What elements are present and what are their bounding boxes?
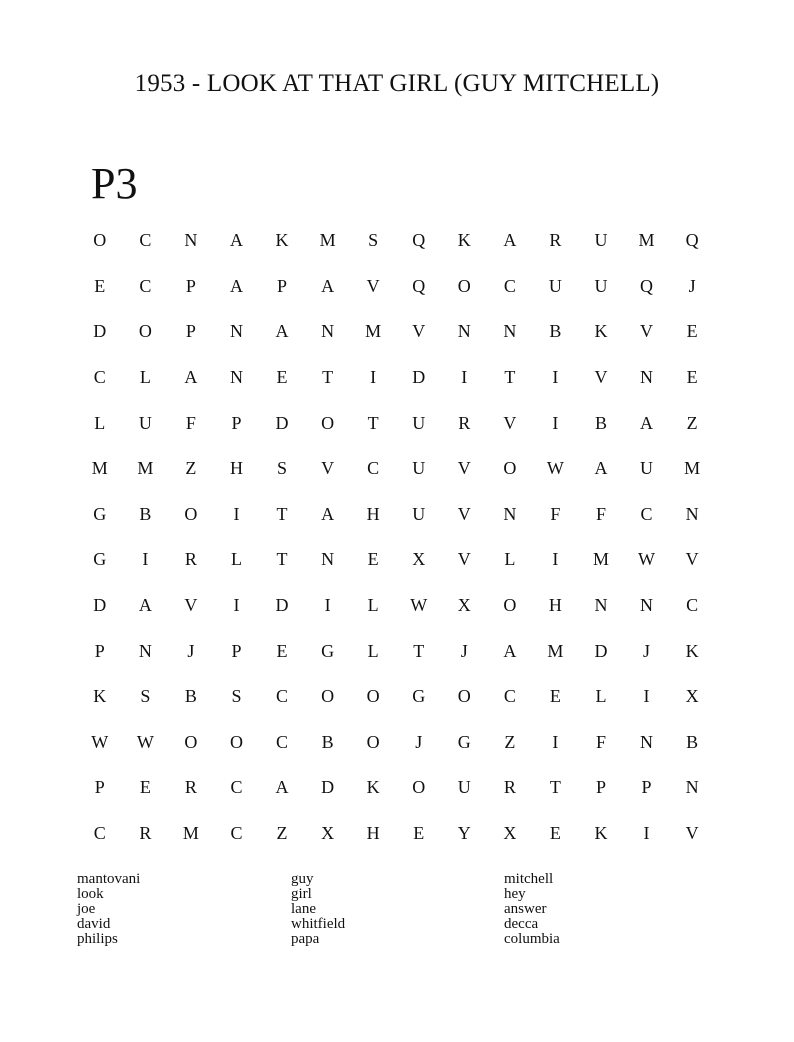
grid-cell: Y bbox=[457, 823, 471, 844]
grid-cell: V bbox=[685, 549, 699, 570]
grid-cell: I bbox=[552, 367, 559, 388]
grid-cell: V bbox=[457, 549, 471, 570]
grid-cell: E bbox=[276, 640, 288, 661]
grid-cell: C bbox=[139, 230, 152, 251]
grid-cell: R bbox=[184, 777, 197, 798]
grid-cell: Q bbox=[640, 275, 654, 296]
grid-cell: E bbox=[367, 549, 379, 570]
grid-cell: Q bbox=[412, 230, 426, 251]
grid-row bbox=[77, 765, 715, 811]
grid-cell: I bbox=[643, 823, 650, 844]
grid-cell: R bbox=[184, 549, 197, 570]
grid-cell: L bbox=[139, 367, 151, 388]
grid-cell: C bbox=[503, 686, 516, 707]
grid-row bbox=[77, 309, 715, 355]
grid-cell: I bbox=[370, 367, 377, 388]
grid-cell: W bbox=[410, 595, 428, 616]
grid-cell: V bbox=[321, 458, 335, 479]
word-item: girl bbox=[291, 886, 312, 902]
word-item: mitchell bbox=[504, 871, 554, 887]
grid-cell: G bbox=[457, 731, 471, 752]
word-item: answer bbox=[504, 901, 547, 917]
grid-cell: U bbox=[412, 412, 426, 433]
grid-cell: B bbox=[594, 412, 607, 433]
grid-cell: K bbox=[685, 640, 699, 661]
grid-cell: L bbox=[595, 686, 607, 707]
grid-cell: Z bbox=[504, 731, 516, 752]
grid-cell: O bbox=[457, 275, 471, 296]
grid-cell: F bbox=[595, 503, 606, 524]
grid-cell: M bbox=[547, 640, 564, 661]
grid-cell: L bbox=[367, 595, 379, 616]
grid-cell: U bbox=[594, 230, 608, 251]
grid-row bbox=[77, 537, 715, 583]
grid-cell: U bbox=[640, 458, 654, 479]
word-column bbox=[291, 872, 504, 947]
grid-cell: A bbox=[229, 230, 243, 251]
grid-cell: F bbox=[185, 412, 196, 433]
grid-cell: X bbox=[412, 549, 426, 570]
grid-cell: X bbox=[685, 686, 699, 707]
grid-cell: R bbox=[549, 230, 562, 251]
grid-cell: Z bbox=[185, 458, 197, 479]
word-item: decca bbox=[504, 916, 539, 932]
grid-cell: E bbox=[94, 275, 106, 296]
grid-cell: N bbox=[503, 503, 517, 524]
grid-cell: O bbox=[321, 686, 335, 707]
grid-cell: E bbox=[413, 823, 425, 844]
grid-cell: O bbox=[412, 777, 426, 798]
grid-cell: I bbox=[233, 503, 240, 524]
grid-cell: U bbox=[412, 503, 426, 524]
grid-cell: C bbox=[686, 595, 699, 616]
grid-cell: N bbox=[184, 230, 198, 251]
grid-cell: K bbox=[366, 777, 380, 798]
grid-cell: V bbox=[594, 367, 608, 388]
word-item: lane bbox=[291, 901, 316, 917]
grid-cell: A bbox=[503, 640, 517, 661]
grid-cell: X bbox=[503, 823, 517, 844]
grid-cell: P bbox=[641, 777, 652, 798]
grid-cell: Z bbox=[276, 823, 288, 844]
grid-cell: G bbox=[321, 640, 335, 661]
grid-row bbox=[77, 264, 715, 310]
grid-cell: T bbox=[504, 367, 516, 388]
grid-cell: N bbox=[685, 777, 699, 798]
word-item: joe bbox=[77, 901, 96, 917]
grid-cell: C bbox=[276, 731, 289, 752]
grid-cell: P bbox=[231, 640, 242, 661]
grid-cell: J bbox=[460, 640, 468, 661]
word-list bbox=[77, 872, 717, 947]
word-column bbox=[77, 872, 291, 947]
grid-cell: T bbox=[322, 367, 334, 388]
grid-cell: O bbox=[138, 321, 152, 342]
grid-row bbox=[77, 355, 715, 401]
grid-cell: O bbox=[93, 230, 107, 251]
grid-cell: A bbox=[275, 777, 289, 798]
word-item: papa bbox=[291, 931, 320, 947]
grid-cell: T bbox=[367, 412, 379, 433]
grid-cell: A bbox=[594, 458, 608, 479]
grid-cell: I bbox=[552, 731, 559, 752]
grid-cell: I bbox=[552, 549, 559, 570]
grid-cell: O bbox=[184, 731, 198, 752]
word-item: columbia bbox=[504, 931, 560, 947]
grid-cell: D bbox=[93, 595, 107, 616]
grid-cell: Q bbox=[412, 275, 426, 296]
grid-cell: L bbox=[367, 640, 379, 661]
grid-cell: X bbox=[321, 823, 335, 844]
grid-cell: S bbox=[231, 686, 242, 707]
grid-cell: A bbox=[321, 275, 335, 296]
grid-cell: U bbox=[138, 412, 152, 433]
grid-cell: C bbox=[503, 275, 516, 296]
grid-cell: C bbox=[230, 777, 243, 798]
grid-cell: M bbox=[319, 230, 336, 251]
grid-cell: V bbox=[685, 823, 699, 844]
grid-cell: M bbox=[182, 823, 199, 844]
grid-cell: P bbox=[185, 275, 196, 296]
grid-cell: N bbox=[321, 321, 335, 342]
grid-cell: J bbox=[415, 731, 423, 752]
grid-cell: C bbox=[367, 458, 380, 479]
grid-cell: T bbox=[276, 549, 288, 570]
grid-cell: R bbox=[458, 412, 471, 433]
grid-cell: X bbox=[457, 595, 471, 616]
grid-cell: F bbox=[595, 731, 606, 752]
grid-cell: N bbox=[685, 503, 699, 524]
grid-row bbox=[77, 492, 715, 538]
grid-cell: N bbox=[594, 595, 608, 616]
grid-cell: D bbox=[275, 412, 289, 433]
grid-row bbox=[77, 218, 715, 264]
grid-cell: M bbox=[365, 321, 382, 342]
grid-cell: W bbox=[136, 731, 154, 752]
grid-cell: J bbox=[643, 640, 651, 661]
puzzle-id: P3 bbox=[91, 159, 138, 208]
grid-cell: P bbox=[94, 777, 105, 798]
word-item: whitfield bbox=[291, 916, 346, 932]
grid-cell: L bbox=[230, 549, 242, 570]
grid-cell: A bbox=[229, 275, 243, 296]
grid-cell: S bbox=[140, 686, 151, 707]
grid-cell: O bbox=[184, 503, 198, 524]
page-title: 1953 - LOOK AT THAT GIRL (GUY MITCHELL) bbox=[134, 70, 660, 97]
grid-cell: V bbox=[457, 503, 471, 524]
grid-cell: H bbox=[548, 595, 562, 616]
grid-cell: G bbox=[412, 686, 426, 707]
grid-cell: O bbox=[457, 686, 471, 707]
grid-cell: N bbox=[503, 321, 517, 342]
grid-cell: B bbox=[549, 321, 562, 342]
grid-cell: T bbox=[413, 640, 425, 661]
grid-cell: D bbox=[275, 595, 289, 616]
word-item: hey bbox=[504, 886, 526, 902]
grid-cell: O bbox=[366, 686, 380, 707]
grid-cell: O bbox=[366, 731, 380, 752]
grid-cell: I bbox=[324, 595, 331, 616]
grid-cell: A bbox=[640, 412, 654, 433]
grid-cell: I bbox=[233, 595, 240, 616]
grid-cell: I bbox=[142, 549, 149, 570]
letter-grid bbox=[77, 218, 715, 856]
grid-cell: K bbox=[275, 230, 289, 251]
grid-cell: D bbox=[594, 640, 608, 661]
grid-cell: U bbox=[412, 458, 426, 479]
grid-cell: E bbox=[139, 777, 151, 798]
grid-cell: F bbox=[550, 503, 561, 524]
word-item: david bbox=[77, 916, 111, 932]
grid-cell: C bbox=[276, 686, 289, 707]
grid-cell: N bbox=[640, 595, 654, 616]
grid-cell: A bbox=[138, 595, 152, 616]
word-item: philips bbox=[77, 931, 118, 947]
grid-cell: N bbox=[457, 321, 471, 342]
grid-cell: P bbox=[277, 275, 288, 296]
grid-cell: V bbox=[366, 275, 380, 296]
grid-cell: L bbox=[504, 549, 516, 570]
grid-cell: B bbox=[139, 503, 152, 524]
grid-cell: H bbox=[366, 503, 380, 524]
grid-cell: O bbox=[503, 458, 517, 479]
grid-cell: D bbox=[412, 367, 426, 388]
grid-cell: R bbox=[503, 777, 516, 798]
grid-cell: V bbox=[412, 321, 426, 342]
grid-cell: D bbox=[321, 777, 335, 798]
grid-cell: E bbox=[276, 367, 288, 388]
grid-cell: C bbox=[230, 823, 243, 844]
grid-cell: A bbox=[275, 321, 289, 342]
grid-cell: T bbox=[276, 503, 288, 524]
grid-cell: J bbox=[187, 640, 195, 661]
grid-row bbox=[77, 811, 715, 857]
grid-cell: I bbox=[461, 367, 468, 388]
grid-row bbox=[77, 674, 715, 720]
grid-cell: B bbox=[184, 686, 197, 707]
grid-cell: N bbox=[229, 367, 243, 388]
grid-cell: E bbox=[549, 823, 561, 844]
grid-cell: H bbox=[366, 823, 380, 844]
grid-cell: V bbox=[640, 321, 654, 342]
grid-cell: U bbox=[457, 777, 471, 798]
grid-cell: A bbox=[321, 503, 335, 524]
grid-cell: E bbox=[686, 367, 698, 388]
grid-cell: C bbox=[139, 275, 152, 296]
grid-cell: O bbox=[321, 412, 335, 433]
grid-row bbox=[77, 446, 715, 492]
grid-cell: N bbox=[229, 321, 243, 342]
grid-cell: K bbox=[93, 686, 107, 707]
grid-cell: J bbox=[688, 275, 696, 296]
grid-cell: B bbox=[686, 731, 699, 752]
grid-cell: G bbox=[93, 549, 107, 570]
grid-cell: H bbox=[229, 458, 243, 479]
grid-cell: I bbox=[552, 412, 559, 433]
grid-cell: U bbox=[548, 275, 562, 296]
grid-cell: A bbox=[503, 230, 517, 251]
grid-cell: M bbox=[684, 458, 701, 479]
grid-row bbox=[77, 720, 715, 766]
grid-cell: T bbox=[549, 777, 561, 798]
word-item: mantovani bbox=[77, 871, 141, 887]
grid-cell: L bbox=[94, 412, 106, 433]
grid-cell: P bbox=[595, 777, 606, 798]
word-item: look bbox=[77, 886, 104, 902]
grid-cell: O bbox=[229, 731, 243, 752]
grid-cell: W bbox=[91, 731, 109, 752]
grid-cell: S bbox=[368, 230, 379, 251]
grid-cell: S bbox=[277, 458, 288, 479]
grid-cell: G bbox=[93, 503, 107, 524]
word-item: guy bbox=[291, 871, 314, 887]
grid-cell: R bbox=[139, 823, 152, 844]
grid-cell: E bbox=[686, 321, 698, 342]
grid-cell: Q bbox=[685, 230, 699, 251]
grid-cell: M bbox=[137, 458, 154, 479]
grid-cell: E bbox=[549, 686, 561, 707]
grid-cell: N bbox=[321, 549, 335, 570]
grid-cell: C bbox=[640, 503, 653, 524]
grid-cell: P bbox=[94, 640, 105, 661]
grid-cell: C bbox=[93, 367, 106, 388]
grid-cell: V bbox=[503, 412, 517, 433]
grid-cell: W bbox=[546, 458, 564, 479]
grid-cell: V bbox=[457, 458, 471, 479]
grid-cell: O bbox=[503, 595, 517, 616]
word-column bbox=[504, 872, 704, 947]
grid-row bbox=[77, 583, 715, 629]
grid-cell: K bbox=[594, 823, 608, 844]
grid-cell: K bbox=[594, 321, 608, 342]
grid-cell: N bbox=[640, 731, 654, 752]
grid-cell: M bbox=[638, 230, 655, 251]
grid-row bbox=[77, 628, 715, 674]
grid-cell: I bbox=[643, 686, 650, 707]
grid-cell: Z bbox=[686, 412, 698, 433]
grid-cell: P bbox=[231, 412, 242, 433]
grid-cell: B bbox=[321, 731, 334, 752]
grid-cell: M bbox=[91, 458, 108, 479]
grid-cell: U bbox=[594, 275, 608, 296]
grid-cell: M bbox=[592, 549, 609, 570]
grid-cell: A bbox=[184, 367, 198, 388]
grid-row bbox=[77, 400, 715, 446]
grid-cell: C bbox=[93, 823, 106, 844]
grid-cell: D bbox=[93, 321, 107, 342]
grid-cell: K bbox=[457, 230, 471, 251]
grid-cell: W bbox=[638, 549, 656, 570]
grid-cell: V bbox=[184, 595, 198, 616]
grid-cell: N bbox=[138, 640, 152, 661]
grid-cell: N bbox=[640, 367, 654, 388]
grid-cell: P bbox=[185, 321, 196, 342]
